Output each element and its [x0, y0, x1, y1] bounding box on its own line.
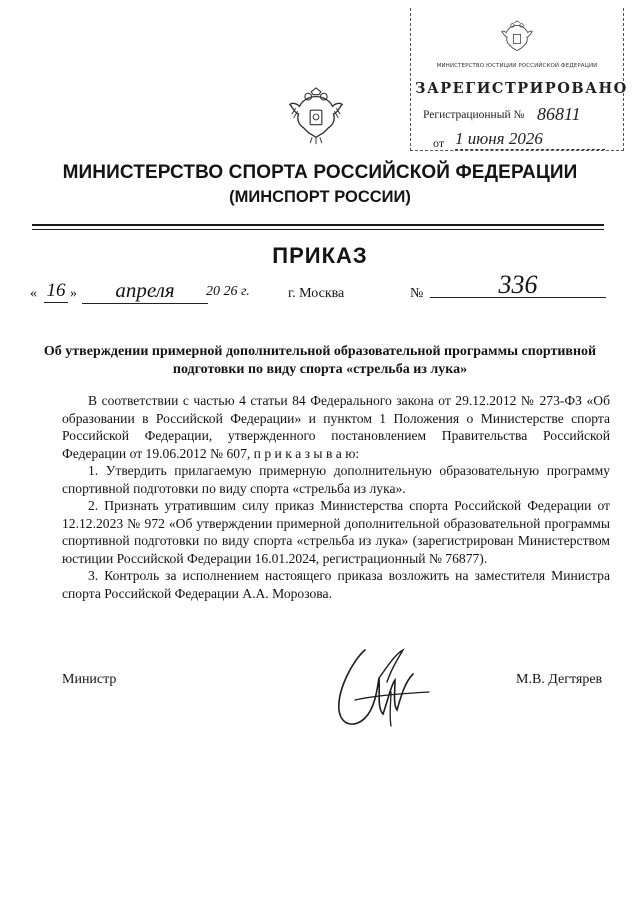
stamp-reg-number: 86811 — [537, 104, 581, 124]
registration-stamp — [410, 8, 628, 151]
header-divider-thin — [32, 229, 604, 230]
signer-role: Министр — [62, 672, 117, 687]
stamp-date-label: от — [433, 136, 445, 150]
date-month: апреля — [82, 278, 208, 304]
order-subject: Об утверждении примерной дополнительной образовательной программы спортивной подготовки по виду спорта «стрельба из лука» — [43, 344, 597, 377]
date-quote-close: » — [70, 286, 77, 301]
stamp-registered-label: ЗАРЕГИСТРИРОВАНО — [415, 80, 628, 97]
clause-1: 1. Утвердить прилагаемую примерную дополнительную образовательную программу спортивной подготовки по виду спорта «стрельба из лука». — [62, 463, 610, 496]
preamble-paragraph: В соответствии с частью 4 статьи 84 Федерального закона от 29.12.2012 № 273-ФЗ «Об образовании в Российской Федерации» и пунктом 1 Положения о Министерстве спорта Российской Федерации, утвержденного постановлением Правительства Российской Федерации от 19.06.2012 № 607, п р и к а з ы в а ю: — [62, 393, 610, 461]
ministry-title: МИНИСТЕРСТВО СПОРТА РОССИЙСКОЙ ФЕДЕРАЦИИ — [62, 162, 578, 183]
order-number: 336 — [430, 270, 606, 298]
date-day: 16 — [44, 280, 68, 303]
signer-name: М.В. Дегтярев — [516, 672, 603, 687]
document-type: ПРИКАЗ — [272, 243, 368, 268]
date-year: 20 26 г. — [206, 284, 250, 299]
date-quote-open: « — [30, 286, 37, 301]
handwritten-signature-icon — [325, 630, 435, 740]
clause-3: 3. Контроль за исполнением настоящего приказа возложить на заместителя Министра спорта Российской Федерации А.А. Морозова. — [62, 568, 610, 601]
city: г. Москва — [288, 286, 345, 301]
order-body — [62, 392, 610, 602]
stamp-ministry-name: МИНИСТЕРСТВО ЮСТИЦИИ РОССИЙСКОЙ ФЕДЕРАЦИИ — [436, 63, 598, 69]
ministry-short-name: (МИНСПОРТ РОССИИ) — [229, 188, 411, 206]
stamp-coat-of-arms-icon — [499, 20, 535, 56]
number-sign: № — [410, 286, 424, 301]
coat-of-arms-icon — [285, 85, 347, 147]
header-divider — [32, 224, 604, 226]
date-number-line — [30, 270, 610, 306]
stamp-reg-number-label: Регистрационный № — [423, 109, 525, 121]
stamp-date: 1 июня 2026 — [455, 129, 605, 150]
clause-2: 2. Признать утратившим силу приказ Министерства спорта Российской Федерации от 12.12.2023 № 972 «Об утверждении примерной дополнительной образовательной программы спортивной подготовки по виду спорта «стрельба из лука» (зарегистрирован Министерством юстиции Российской Федерации 16.01.2024, регистрационный № 76877). — [62, 498, 610, 566]
